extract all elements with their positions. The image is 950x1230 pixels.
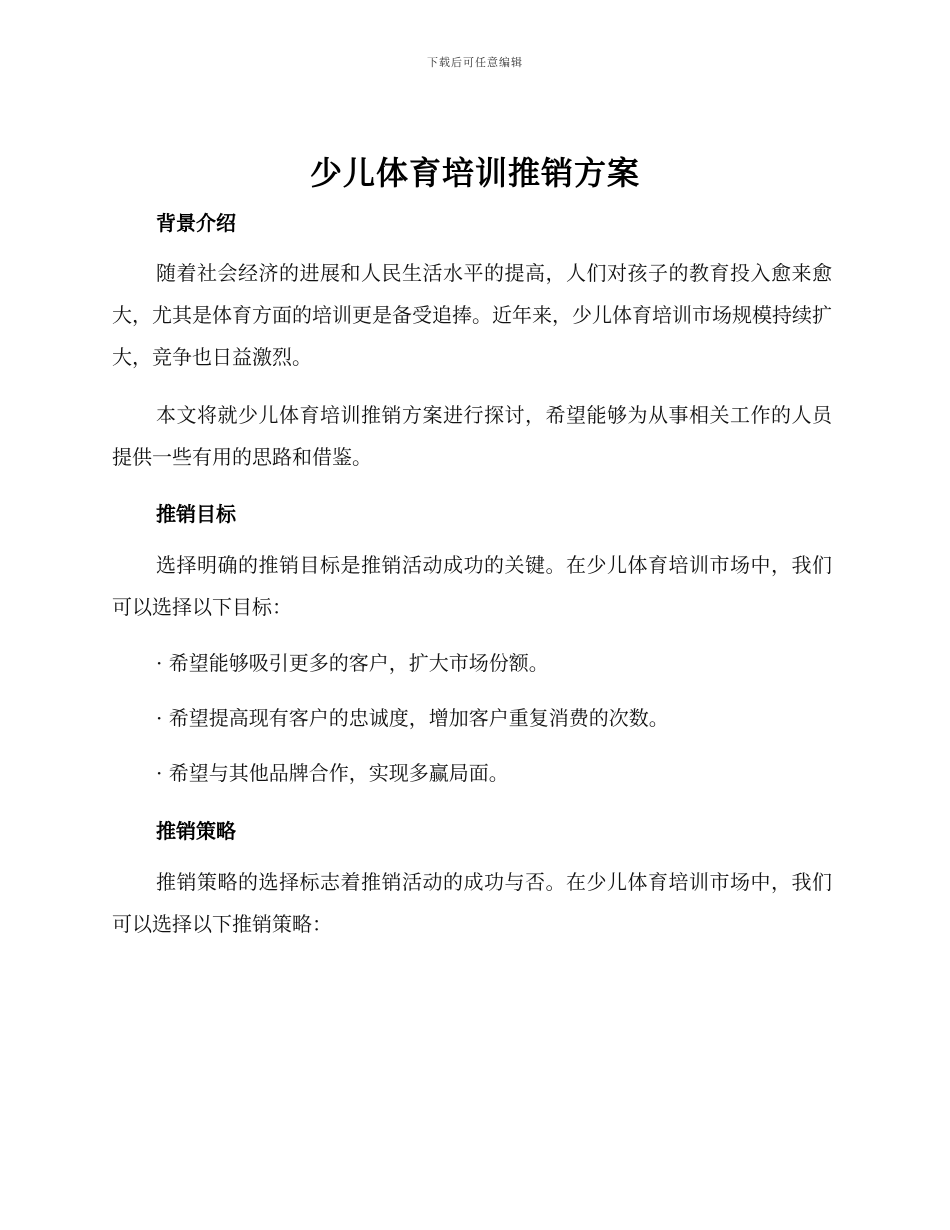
header-note: 下载后可任意编辑 bbox=[427, 56, 523, 69]
list-item-goal-2: · 希望提高现有客户的忠诚度，增加客户重复消费的次数。 bbox=[156, 706, 669, 730]
paragraph-background-1: 随着社会经济的进展和人民生活水平的提高，人们对孩子的教育投入愈来愈大，尤其是体育方面的培训更是备受追捧。近年来，少儿体育培训市场规模持续扩大，竞争也日益激烈。 bbox=[112, 261, 832, 369]
paragraph-goals-intro: 选择明确的推销目标是推销活动成功的关键。在少儿体育培训市场中，我们可以选择以下目标： bbox=[112, 553, 832, 619]
list-item-goal-1: · 希望能够吸引更多的客户，扩大市场份额。 bbox=[156, 651, 549, 675]
document-title: 少儿体育培训推销方案 bbox=[309, 154, 640, 192]
paragraph-strategy-intro: 推销策略的选择标志着推销活动的成功与否。在少儿体育培训市场中，我们可以选择以下推销策略： bbox=[112, 870, 832, 936]
section-heading-background: 背景介绍 bbox=[156, 211, 236, 235]
section-heading-goals: 推销目标 bbox=[156, 502, 236, 526]
paragraph-background-2: 本文将就少儿体育培训推销方案进行探讨，希望能够为从事相关工作的人员提供一些有用的思路和借鉴。 bbox=[112, 403, 832, 469]
list-item-goal-3: · 希望与其他品牌合作，实现多赢局面。 bbox=[156, 761, 509, 785]
section-heading-strategy: 推销策略 bbox=[156, 819, 236, 843]
